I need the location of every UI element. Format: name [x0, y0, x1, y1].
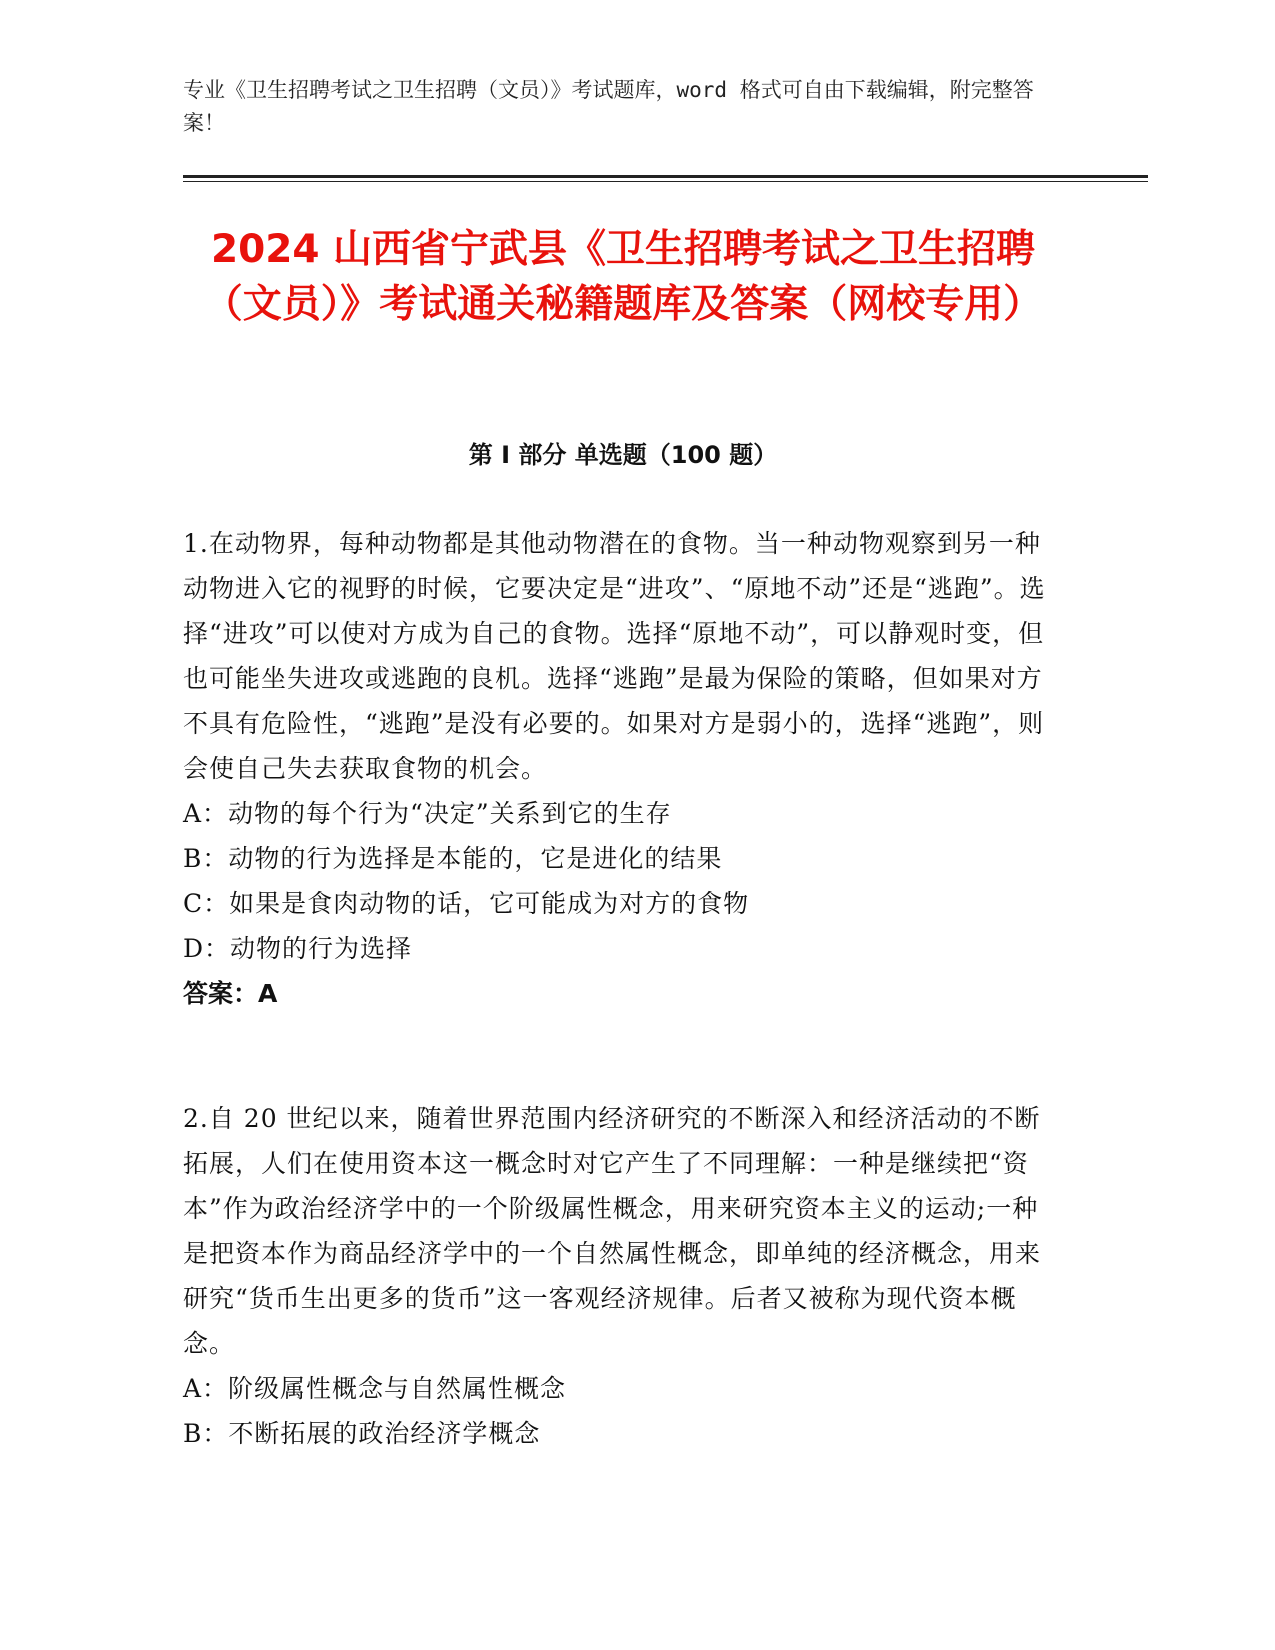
question-1-option-a: A：动物的每个行为“决定”关系到它的生存	[183, 799, 672, 828]
question-1	[183, 521, 1063, 1016]
section-heading: 第 I 部分 单选题（100 题）	[468, 441, 778, 469]
question-1-answer: 答案：A	[183, 979, 278, 1008]
question-1-option-b: B：动物的行为选择是本能的，它是进化的结果	[183, 844, 723, 873]
question-1-option-d: D：动物的行为选择	[183, 934, 413, 963]
question-1-stem: 1.在动物界，每种动物都是其他动物潜在的食物。当一种动物观察到另一种动物进入它的视野的时候，它要决定是“进攻”、“原地不动”还是“逃跑”。选择“进攻”可以使对方成为自己的食物。选择“原地不动”，可以静观时变，但也可能坐失进攻或逃跑的良机。选择“逃跑”是最为保险的策略，但如果对方不具有危险性，“逃跑”是没有必要的。如果对方是弱小的，选择“逃跑”，则会使自己失去获取食物的机会。	[183, 529, 1046, 783]
document-title: 2024 山西省宁武县《卫生招聘考试之卫生招聘（文员）》考试通关秘籍题库及答案（网校专用）	[203, 227, 1043, 327]
question-1-option-c: C：如果是食肉动物的话，它可能成为对方的食物	[183, 889, 750, 918]
question-2-option-a: A：阶级属性概念与自然属性概念	[183, 1374, 567, 1403]
header-note: 专业《卫生招聘考试之卫生招聘（文员）》考试题库，word 格式可自由下载编辑，附完整答案！	[183, 78, 1034, 135]
header-divider-thick	[183, 175, 1148, 178]
header-divider-thin	[183, 181, 1148, 182]
question-2-stem: 2.自 20 世纪以来，随着世界范围内经济研究的不断深入和经济活动的不断拓展，人们在使用资本这一概念时对它产生了不同理解：一种是继续把“资本”作为政治经济学中的一个阶级属性概念，用来研究资本主义的运动;一种是把资本作为商品经济学中的一个自然属性概念，即单纯的经济概念，用来研究“货币生出更多的货币”这一客观经济规律。后者又被称为现代资本概念。	[183, 1104, 1042, 1358]
question-2	[183, 1096, 1063, 1456]
question-2-option-b: B：不断拓展的政治经济学概念	[183, 1419, 541, 1448]
